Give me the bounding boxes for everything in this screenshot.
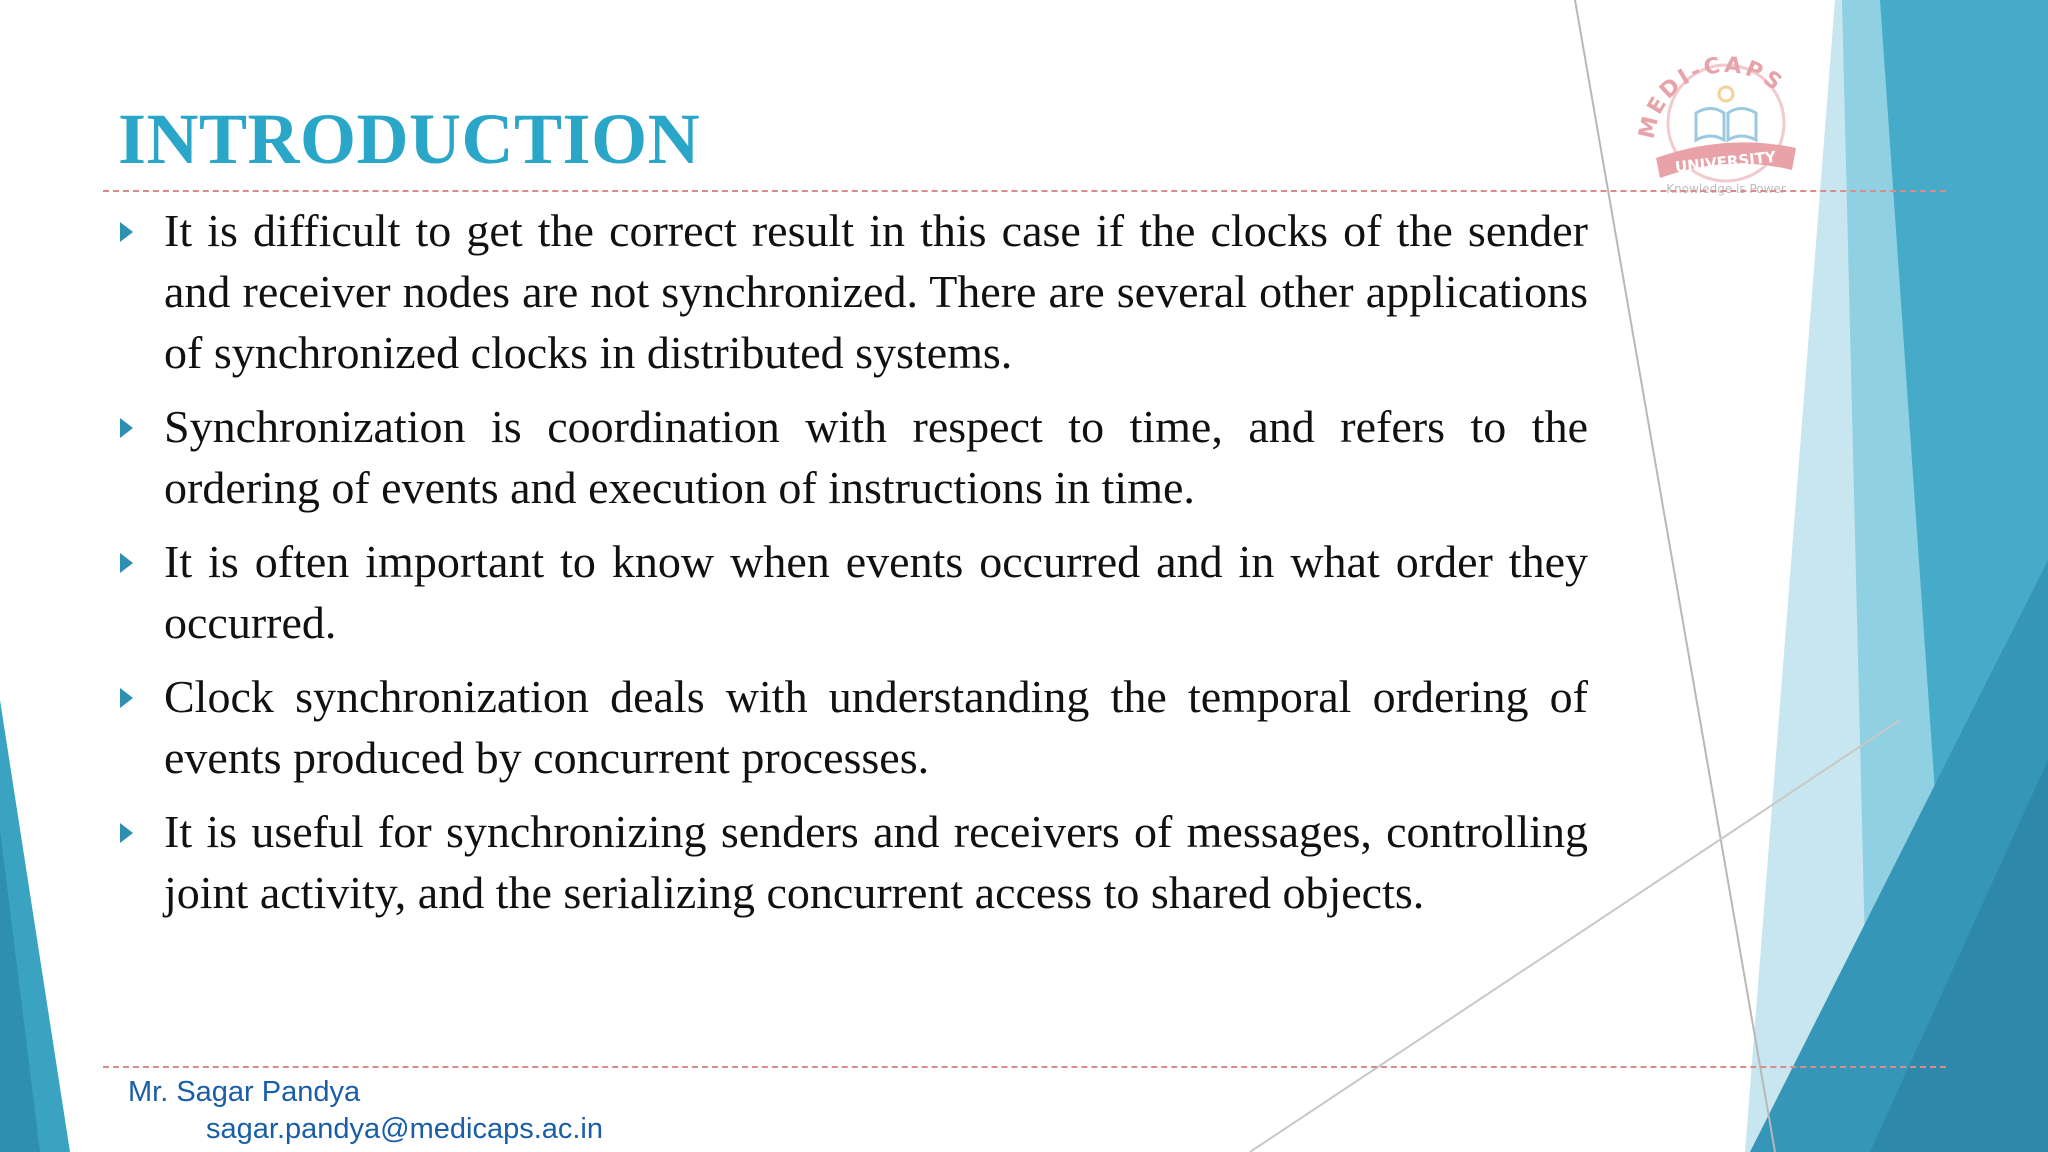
bullet-text: Synchronization is coordination with respect to time, and refers to the ordering of events and execution of instructions in time. [164, 401, 1588, 513]
bullet-item [118, 801, 1588, 923]
bullet-text: It is useful for synchronizing senders and receivers of messages, controlling joint activity, and the serializing concurrent access to shared objects. [164, 806, 1588, 918]
bullet-arrow-icon [120, 553, 133, 573]
bullet-arrow-icon [120, 823, 133, 843]
slide-title: INTRODUCTION [118, 99, 701, 179]
logo-banner-text: UNIVERSITY [1674, 147, 1777, 177]
bullet-text: It is difficult to get the correct result in this case if the clocks of the sender and receiver nodes are not synchronized. There are several other applications of synchronized clocks in distributed systems. [164, 205, 1588, 378]
footer-divider [103, 1066, 1946, 1068]
university-logo [1616, 28, 1836, 198]
bullet-text: It is often important to know when events occurred and in what order they occurred. [164, 536, 1588, 648]
bullet-arrow-icon [120, 688, 133, 708]
title-divider [103, 190, 1946, 192]
bullet-list [118, 200, 1588, 936]
footer-author: Mr. Sagar Pandya [128, 1076, 361, 1108]
book-icon [1696, 87, 1756, 140]
footer-email: sagar.pandya@medicaps.ac.in [206, 1113, 604, 1145]
logo-name: MEDI-CAPS [1634, 52, 1789, 142]
bullet-item [118, 531, 1588, 653]
bullet-arrow-icon [120, 222, 133, 242]
bullet-item [118, 396, 1588, 518]
bullet-text: Clock synchronization deals with understanding the temporal ordering of events produced by concurrent processes. [164, 671, 1588, 783]
logo-tagline: Knowledge is Power [1666, 182, 1786, 196]
bullet-arrow-icon [120, 418, 133, 438]
bullet-item [118, 200, 1588, 383]
bullet-item [118, 666, 1588, 788]
